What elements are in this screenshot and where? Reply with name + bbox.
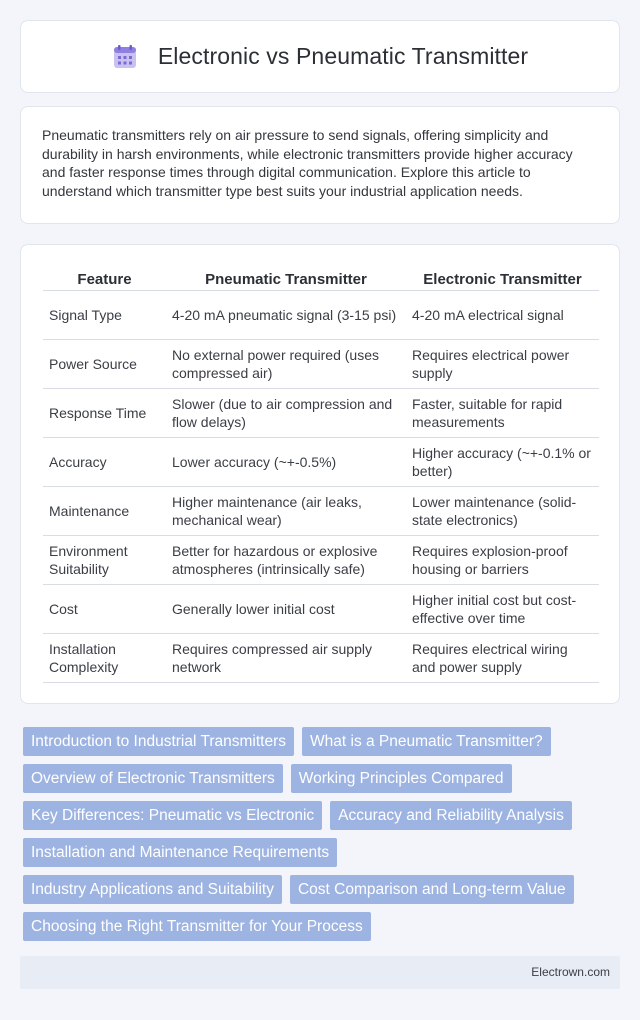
intro-card — [20, 106, 620, 224]
table-row — [43, 291, 599, 340]
table-cell: Lower maintenance (solid-state electronics) — [406, 487, 599, 536]
table-cell: Higher initial cost but cost-effective over time — [406, 585, 599, 634]
tag-link-introduction[interactable]: Introduction to Industrial Transmitters — [23, 727, 294, 756]
table-row — [43, 340, 599, 389]
page-title: Electronic vs Pneumatic Transmitter — [157, 43, 529, 69]
table-cell: Environment Suitability — [43, 536, 166, 585]
footer — [20, 956, 620, 989]
table-cell: 4-20 mA pneumatic signal (3-15 psi) — [166, 291, 406, 340]
table-row — [43, 438, 599, 487]
tag-link-working-principles[interactable]: Working Principles Compared — [291, 764, 512, 793]
column-header-pneumatic: Pneumatic Transmitter — [166, 265, 406, 291]
table-cell: Lower accuracy (~+-0.5%) — [166, 438, 406, 487]
table-cell: Requires electrical power supply — [406, 340, 599, 389]
table-cell: Response Time — [43, 389, 166, 438]
table-cell: Requires electrical wiring and power supply — [406, 634, 599, 683]
footer-site-name: Electrown.com — [531, 965, 610, 979]
table-cell: Power Source — [43, 340, 166, 389]
table-cell: Signal Type — [43, 291, 166, 340]
tag-link-installation[interactable]: Installation and Maintenance Requirements — [23, 838, 337, 867]
table-row — [43, 585, 599, 634]
tag-link-choosing[interactable]: Choosing the Right Transmitter for Your Process — [23, 912, 371, 941]
column-header-electronic: Electronic Transmitter — [406, 265, 599, 291]
table-cell: Higher accuracy (~+-0.1% or better) — [406, 438, 599, 487]
tag-link-cost-comparison[interactable]: Cost Comparison and Long-term Value — [290, 875, 574, 904]
comparison-table — [43, 265, 599, 683]
topic-tags — [23, 727, 603, 941]
tag-link-electronic-overview[interactable]: Overview of Electronic Transmitters — [23, 764, 283, 793]
intro-text: Pneumatic transmitters rely on air pressure to send signals, offering simplicity and durability in harsh environments, while electronic transmitters provide higher accuracy and faster response times through digital communication. Explore this article to understand which transmitter type best suits your industrial application needs. — [42, 127, 573, 199]
table-cell: Accuracy — [43, 438, 166, 487]
table-cell: Generally lower initial cost — [166, 585, 406, 634]
column-header-feature: Feature — [43, 265, 166, 291]
table-cell: Slower (due to air compression and flow delays) — [166, 389, 406, 438]
table-cell: Higher maintenance (air leaks, mechanical wear) — [166, 487, 406, 536]
table-row — [43, 389, 599, 438]
table-cell: No external power required (uses compressed air) — [166, 340, 406, 389]
table-cell: 4-20 mA electrical signal — [406, 291, 599, 340]
table-cell: Installation Complexity — [43, 634, 166, 683]
tag-link-accuracy[interactable]: Accuracy and Reliability Analysis — [330, 801, 572, 830]
table-cell: Requires explosion-proof housing or barriers — [406, 536, 599, 585]
comparison-table-card — [20, 244, 620, 704]
header-card — [20, 20, 620, 93]
table-header-row — [43, 265, 599, 291]
tag-link-industry-applications[interactable]: Industry Applications and Suitability — [23, 875, 282, 904]
table-cell: Requires compressed air supply network — [166, 634, 406, 683]
tag-link-key-differences[interactable]: Key Differences: Pneumatic vs Electronic — [23, 801, 322, 830]
table-cell: Cost — [43, 585, 166, 634]
table-row — [43, 536, 599, 585]
table-row — [43, 634, 599, 683]
calendar-grid-icon — [112, 44, 138, 70]
table-cell: Faster, suitable for rapid measurements — [406, 389, 599, 438]
table-cell: Better for hazardous or explosive atmospheres (intrinsically safe) — [166, 536, 406, 585]
tag-link-pneumatic[interactable]: What is a Pneumatic Transmitter? — [302, 727, 551, 756]
table-row — [43, 487, 599, 536]
table-cell: Maintenance — [43, 487, 166, 536]
